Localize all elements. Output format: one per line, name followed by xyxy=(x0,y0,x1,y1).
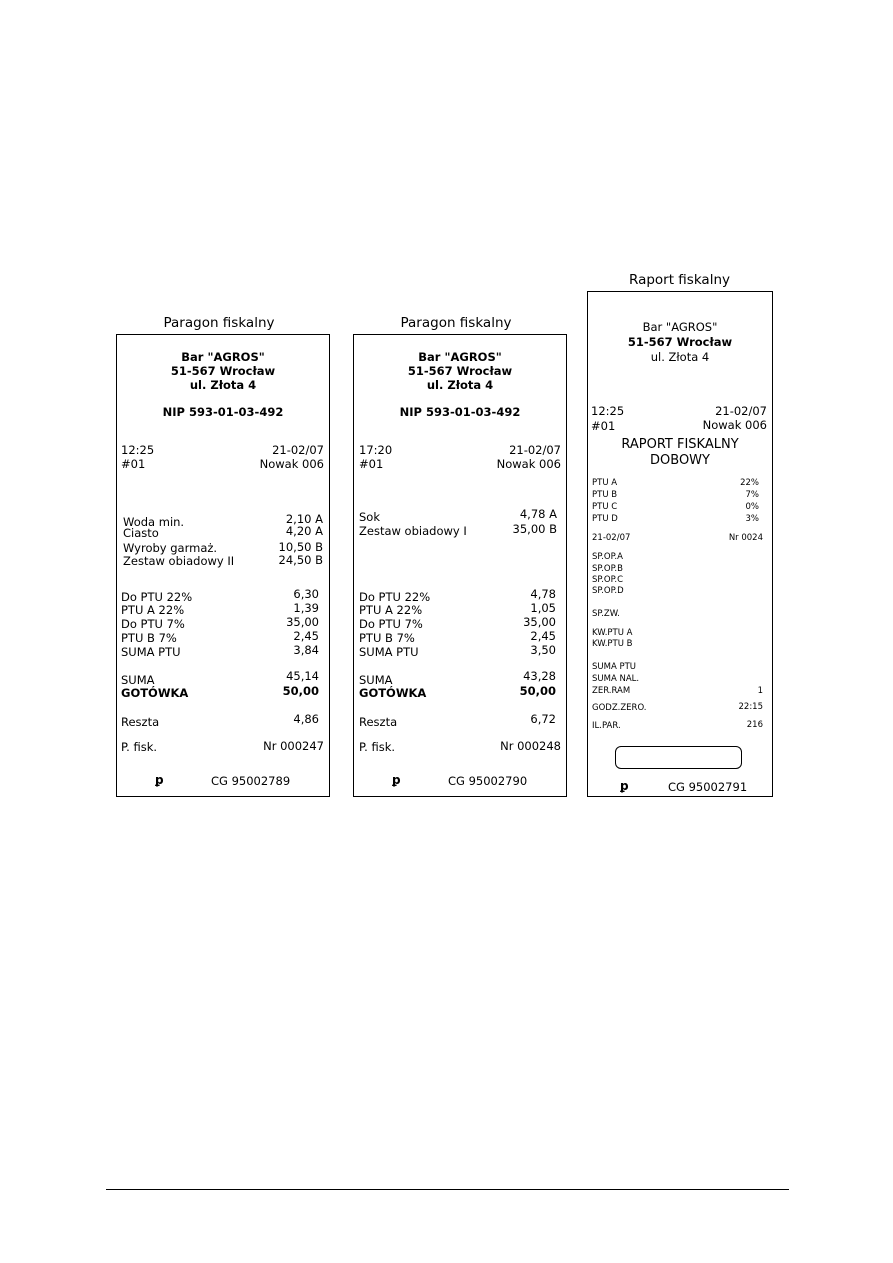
till: #01 xyxy=(591,419,616,433)
reszta-label: Reszta xyxy=(121,715,160,729)
pfisk-label: P. fisk. xyxy=(359,740,396,754)
il-par-value: 216 xyxy=(746,720,763,730)
pfisk-value: Nr 000248 xyxy=(500,739,561,753)
rate-value: 22% xyxy=(740,478,759,488)
item-value: 35,00 B xyxy=(512,522,557,536)
suma-nal: SUMA NAL. xyxy=(592,674,640,684)
rate-value: 7% xyxy=(745,490,759,500)
item-value: 24,50 B xyxy=(278,553,323,567)
tax-name: Do PTU 7% xyxy=(359,617,423,631)
receipt2 xyxy=(353,334,567,797)
suma-value: 43,28 xyxy=(523,669,556,683)
tax-name: Do PTU 22% xyxy=(121,590,193,604)
receipt1 xyxy=(116,334,330,797)
shop-name: Bar "AGROS" xyxy=(418,350,502,364)
shop-name: Bar "AGROS" xyxy=(642,320,718,334)
report-subtitle: DOBOWY xyxy=(650,453,710,468)
item-value: 4,20 A xyxy=(285,524,323,538)
spop-line: SP.OP.D xyxy=(592,586,624,596)
tax-name: Do PTU 7% xyxy=(121,617,185,631)
tax-value: 3,50 xyxy=(530,643,556,657)
item-name: Sok xyxy=(359,510,380,524)
il-par-label: IL.PAR. xyxy=(592,721,621,731)
serial-number: CG 95002789 xyxy=(211,774,291,788)
rate-value: 3% xyxy=(745,514,759,524)
item-name: Zestaw obiadowy I xyxy=(359,524,467,538)
tax-name: Do PTU 22% xyxy=(359,590,431,604)
tax-name: PTU B 7% xyxy=(121,631,177,645)
tax-value: 2,45 xyxy=(530,629,556,643)
cashier: Nowak 006 xyxy=(496,457,561,471)
shop-city: 51-567 Wrocław xyxy=(170,364,276,378)
rate-value: 0% xyxy=(745,502,759,512)
shop-name: Bar "AGROS" xyxy=(181,350,265,364)
report-date: 21-02/07 xyxy=(592,533,631,543)
tax-value: 35,00 xyxy=(523,615,556,629)
receipt1-caption: Paragon fiskalny xyxy=(163,315,275,331)
till: #01 xyxy=(359,457,384,471)
shop-city: 51-567 Wrocław xyxy=(627,335,733,349)
tax-value: 2,45 xyxy=(293,629,319,643)
footer-divider xyxy=(106,1189,789,1190)
serial-number: CG 95002790 xyxy=(448,774,528,788)
gotowka-value: 50,00 xyxy=(519,684,556,698)
serial-number: CG 95002791 xyxy=(668,780,748,794)
godz-zero-value: 22:15 xyxy=(738,702,763,712)
suma-label: SUMA xyxy=(121,673,155,687)
spop-line: SP.OP.B xyxy=(592,564,623,574)
shop-city: 51-567 Wrocław xyxy=(407,364,513,378)
item-name: Wyroby garmaż. xyxy=(123,541,218,555)
tax-name: SUMA PTU xyxy=(121,645,181,659)
item-value: 2,10 A xyxy=(285,512,323,526)
tax-value: 3,84 xyxy=(293,643,319,657)
suma-ptu: SUMA PTU xyxy=(592,662,637,672)
shop-street: ul. Złota 4 xyxy=(426,378,494,392)
tax-value: 1,05 xyxy=(530,601,556,615)
nip: NIP 593-01-03-492 xyxy=(399,405,521,419)
pfisk-label: P. fisk. xyxy=(121,740,158,754)
suma-value: 45,14 xyxy=(286,669,319,683)
empty-rounded-box xyxy=(615,746,742,769)
gotowka-label: GOTÓWKA xyxy=(359,686,427,700)
kw-line: KW.PTU A xyxy=(592,628,633,638)
rate-name: PTU C xyxy=(592,502,618,512)
gotowka-value: 50,00 xyxy=(282,684,319,698)
fiscal-logo-icon: ꝑ xyxy=(620,779,629,793)
suma-label: SUMA xyxy=(359,673,393,687)
nip: NIP 593-01-03-492 xyxy=(162,405,284,419)
rate-name: PTU D xyxy=(592,514,618,524)
tax-value: 6,30 xyxy=(293,587,319,601)
report-title: RAPORT FISKALNY xyxy=(621,437,739,452)
time: 12:25 xyxy=(591,404,625,418)
reszta-label: Reszta xyxy=(359,715,398,729)
item-value: 4,78 A xyxy=(519,507,557,521)
zer-ram-label: ZER.RAM xyxy=(592,686,631,696)
date: 21-02/07 xyxy=(715,404,767,418)
item-name: Ciasto xyxy=(123,526,159,540)
time: 17:20 xyxy=(359,443,393,457)
tax-value: 4,78 xyxy=(530,587,556,601)
shop-street: ul. Złota 4 xyxy=(650,350,710,364)
fiscal-logo-icon: ꝑ xyxy=(155,773,164,787)
pfisk-value: Nr 000247 xyxy=(263,739,324,753)
reszta-value: 6,72 xyxy=(530,712,556,726)
tax-value: 1,39 xyxy=(293,601,319,615)
item-name: Zestaw obiadowy II xyxy=(123,554,235,568)
reszta-value: 4,86 xyxy=(293,712,319,726)
item-value: 10,50 B xyxy=(278,540,323,554)
cashier: Nowak 006 xyxy=(702,418,767,432)
date: 21-02/07 xyxy=(509,443,561,457)
report xyxy=(587,291,773,797)
tax-name: PTU A 22% xyxy=(359,603,423,617)
tax-name: PTU A 22% xyxy=(121,603,185,617)
fiscal-logo-icon: ꝑ xyxy=(392,773,401,787)
rate-name: PTU B xyxy=(592,490,618,500)
rate-name: PTU A xyxy=(592,478,618,488)
gotowka-label: GOTÓWKA xyxy=(121,686,189,700)
kw-line: KW.PTU B xyxy=(592,639,633,649)
shop-street: ul. Złota 4 xyxy=(189,378,257,392)
receipt2-caption: Paragon fiskalny xyxy=(400,315,512,331)
cashier: Nowak 006 xyxy=(259,457,324,471)
report-caption: Raport fiskalny xyxy=(628,272,730,288)
till: #01 xyxy=(121,457,146,471)
item-name: Woda min. xyxy=(123,515,185,529)
spop-line: SP.OP.C xyxy=(592,575,624,585)
spop-line: SP.OP.A xyxy=(592,552,623,562)
tax-name: PTU B 7% xyxy=(359,631,415,645)
zer-ram-value: 1 xyxy=(757,686,763,696)
report-number: Nr 0024 xyxy=(728,533,763,543)
tax-name: SUMA PTU xyxy=(359,645,419,659)
spzw-line: SP.ZW. xyxy=(592,609,620,619)
godz-zero-label: GODZ.ZERO. xyxy=(592,703,647,713)
tax-value: 35,00 xyxy=(286,615,319,629)
date: 21-02/07 xyxy=(272,443,324,457)
time: 12:25 xyxy=(121,443,155,457)
